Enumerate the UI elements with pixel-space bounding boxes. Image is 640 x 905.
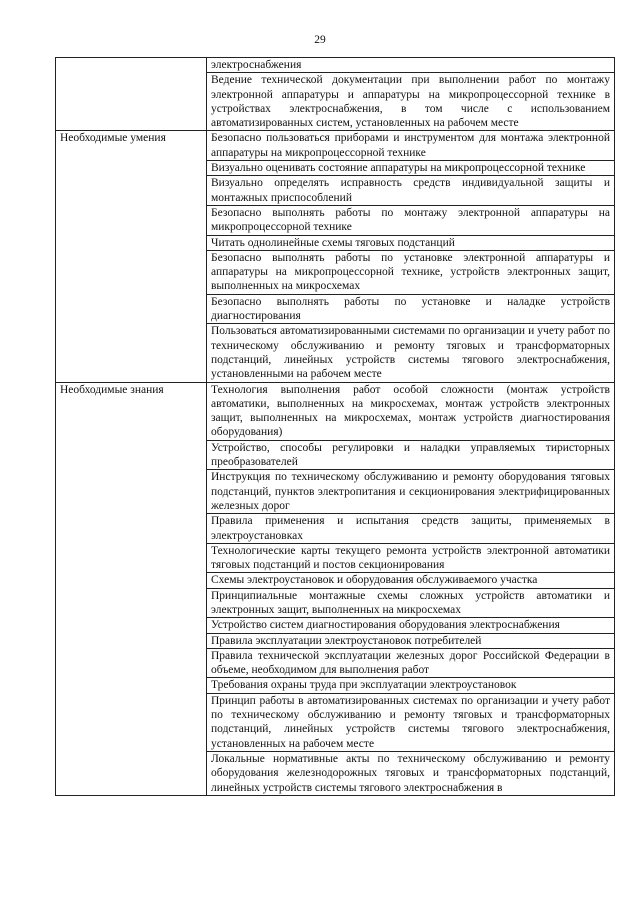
requirement-item: Визуально определять исправность средств индивидуальной защиты и монтажных приспособлений [207, 176, 615, 206]
requirement-item: Безопасно выполнять работы по монтажу электронной аппаратуры на микропроцессорной технике [207, 205, 615, 235]
requirement-item: Правила эксплуатации электроустановок потребителей [207, 633, 615, 648]
requirement-item: Безопасно выполнять работы по установке и наладке устройств диагностирования [207, 294, 615, 324]
requirement-item: Схемы электроустановок и оборудования обслуживаемого участка [207, 573, 615, 588]
requirement-item: Ведение технической документации при выполнении работ по монтажу электронной аппаратуры и аппаратуры на микропроцессорной технике в устройствах электроснабжения, в том числе с использованием автоматизированных систем, установленных на рабочем месте [207, 73, 615, 131]
requirement-item: Принцип работы в автоматизированных системах по организации и учету работ по техническому обслуживанию и ремонту тяговых и трансформаторных подстанций, линейных устройств системы тягового электроснабжения, установленных на рабочем месте [207, 693, 615, 751]
page-number: 29 [314, 34, 326, 46]
requirement-item: Инструкция по техническому обслуживанию и ремонту оборудования тяговых подстанций, пунктов электропитания и секционирования электрифицированных железных дорог [207, 470, 615, 514]
requirement-item: Правила технической эксплуатации железных дорог Российской Федерации в объеме, необходимом для выполнения работ [207, 648, 615, 678]
requirement-item: Безопасно выполнять работы по установке электронной аппаратуры и аппаратуры на микропроцессорной технике, устройств электронных защит, выполненных на микросхемах [207, 250, 615, 294]
requirement-item: Читать однолинейные схемы тяговых подстанций [207, 235, 615, 250]
requirement-item: Технология выполнения работ особой сложности (монтаж устройств автоматики, выполненных на микросхемах, монтаж устройств электронных защит, выполненных на микросхемах, монтаж устройств диагностирования оборудования) [207, 382, 615, 440]
requirement-item: Требования охраны труда при эксплуатации электроустановок [207, 678, 615, 693]
requirement-item: Технологические карты текущего ремонта устройств электронной автоматики тяговых подстанций и постов секционирования [207, 543, 615, 573]
section-label [56, 58, 207, 131]
requirement-item: Устройство систем диагностирования оборудования электроснабжения [207, 618, 615, 633]
requirement-item: Устройство, способы регулировки и наладки управляемых тиристорных преобразователей [207, 440, 615, 470]
table-body [56, 58, 615, 796]
requirement-item: Правила применения и испытания средств защиты, применяемых в электроустановках [207, 514, 615, 544]
requirement-item: Визуально оценивать состояние аппаратуры на микропроцессорной технике [207, 161, 615, 176]
requirement-item: Локальные нормативные акты по техническому обслуживанию и ремонту оборудования железнодорожных тяговых и трансформаторных подстанций, линейных устройств системы тягового электроснабжения в [207, 751, 615, 795]
requirements-table [55, 57, 615, 796]
requirement-item: Пользоваться автоматизированными системами по организации и учету работ по техническому обслуживанию и ремонту тяговых и трансформаторных подстанций, линейных устройств системы тягового электроснабжения, установленными на рабочем месте [207, 324, 615, 382]
requirement-item: Безопасно пользоваться приборами и инструментом для монтажа электронной аппаратуры на микропроцессорной технике [207, 131, 615, 161]
table-row [56, 382, 615, 440]
section-label: Необходимые умения [56, 131, 207, 382]
table-row [56, 58, 615, 73]
table-row [56, 131, 615, 161]
requirement-item: электроснабжения [207, 58, 615, 73]
section-label: Необходимые знания [56, 382, 207, 795]
requirement-item: Принципиальные монтажные схемы сложных устройств автоматики и электронных защит, выполненных на микросхемах [207, 588, 615, 618]
